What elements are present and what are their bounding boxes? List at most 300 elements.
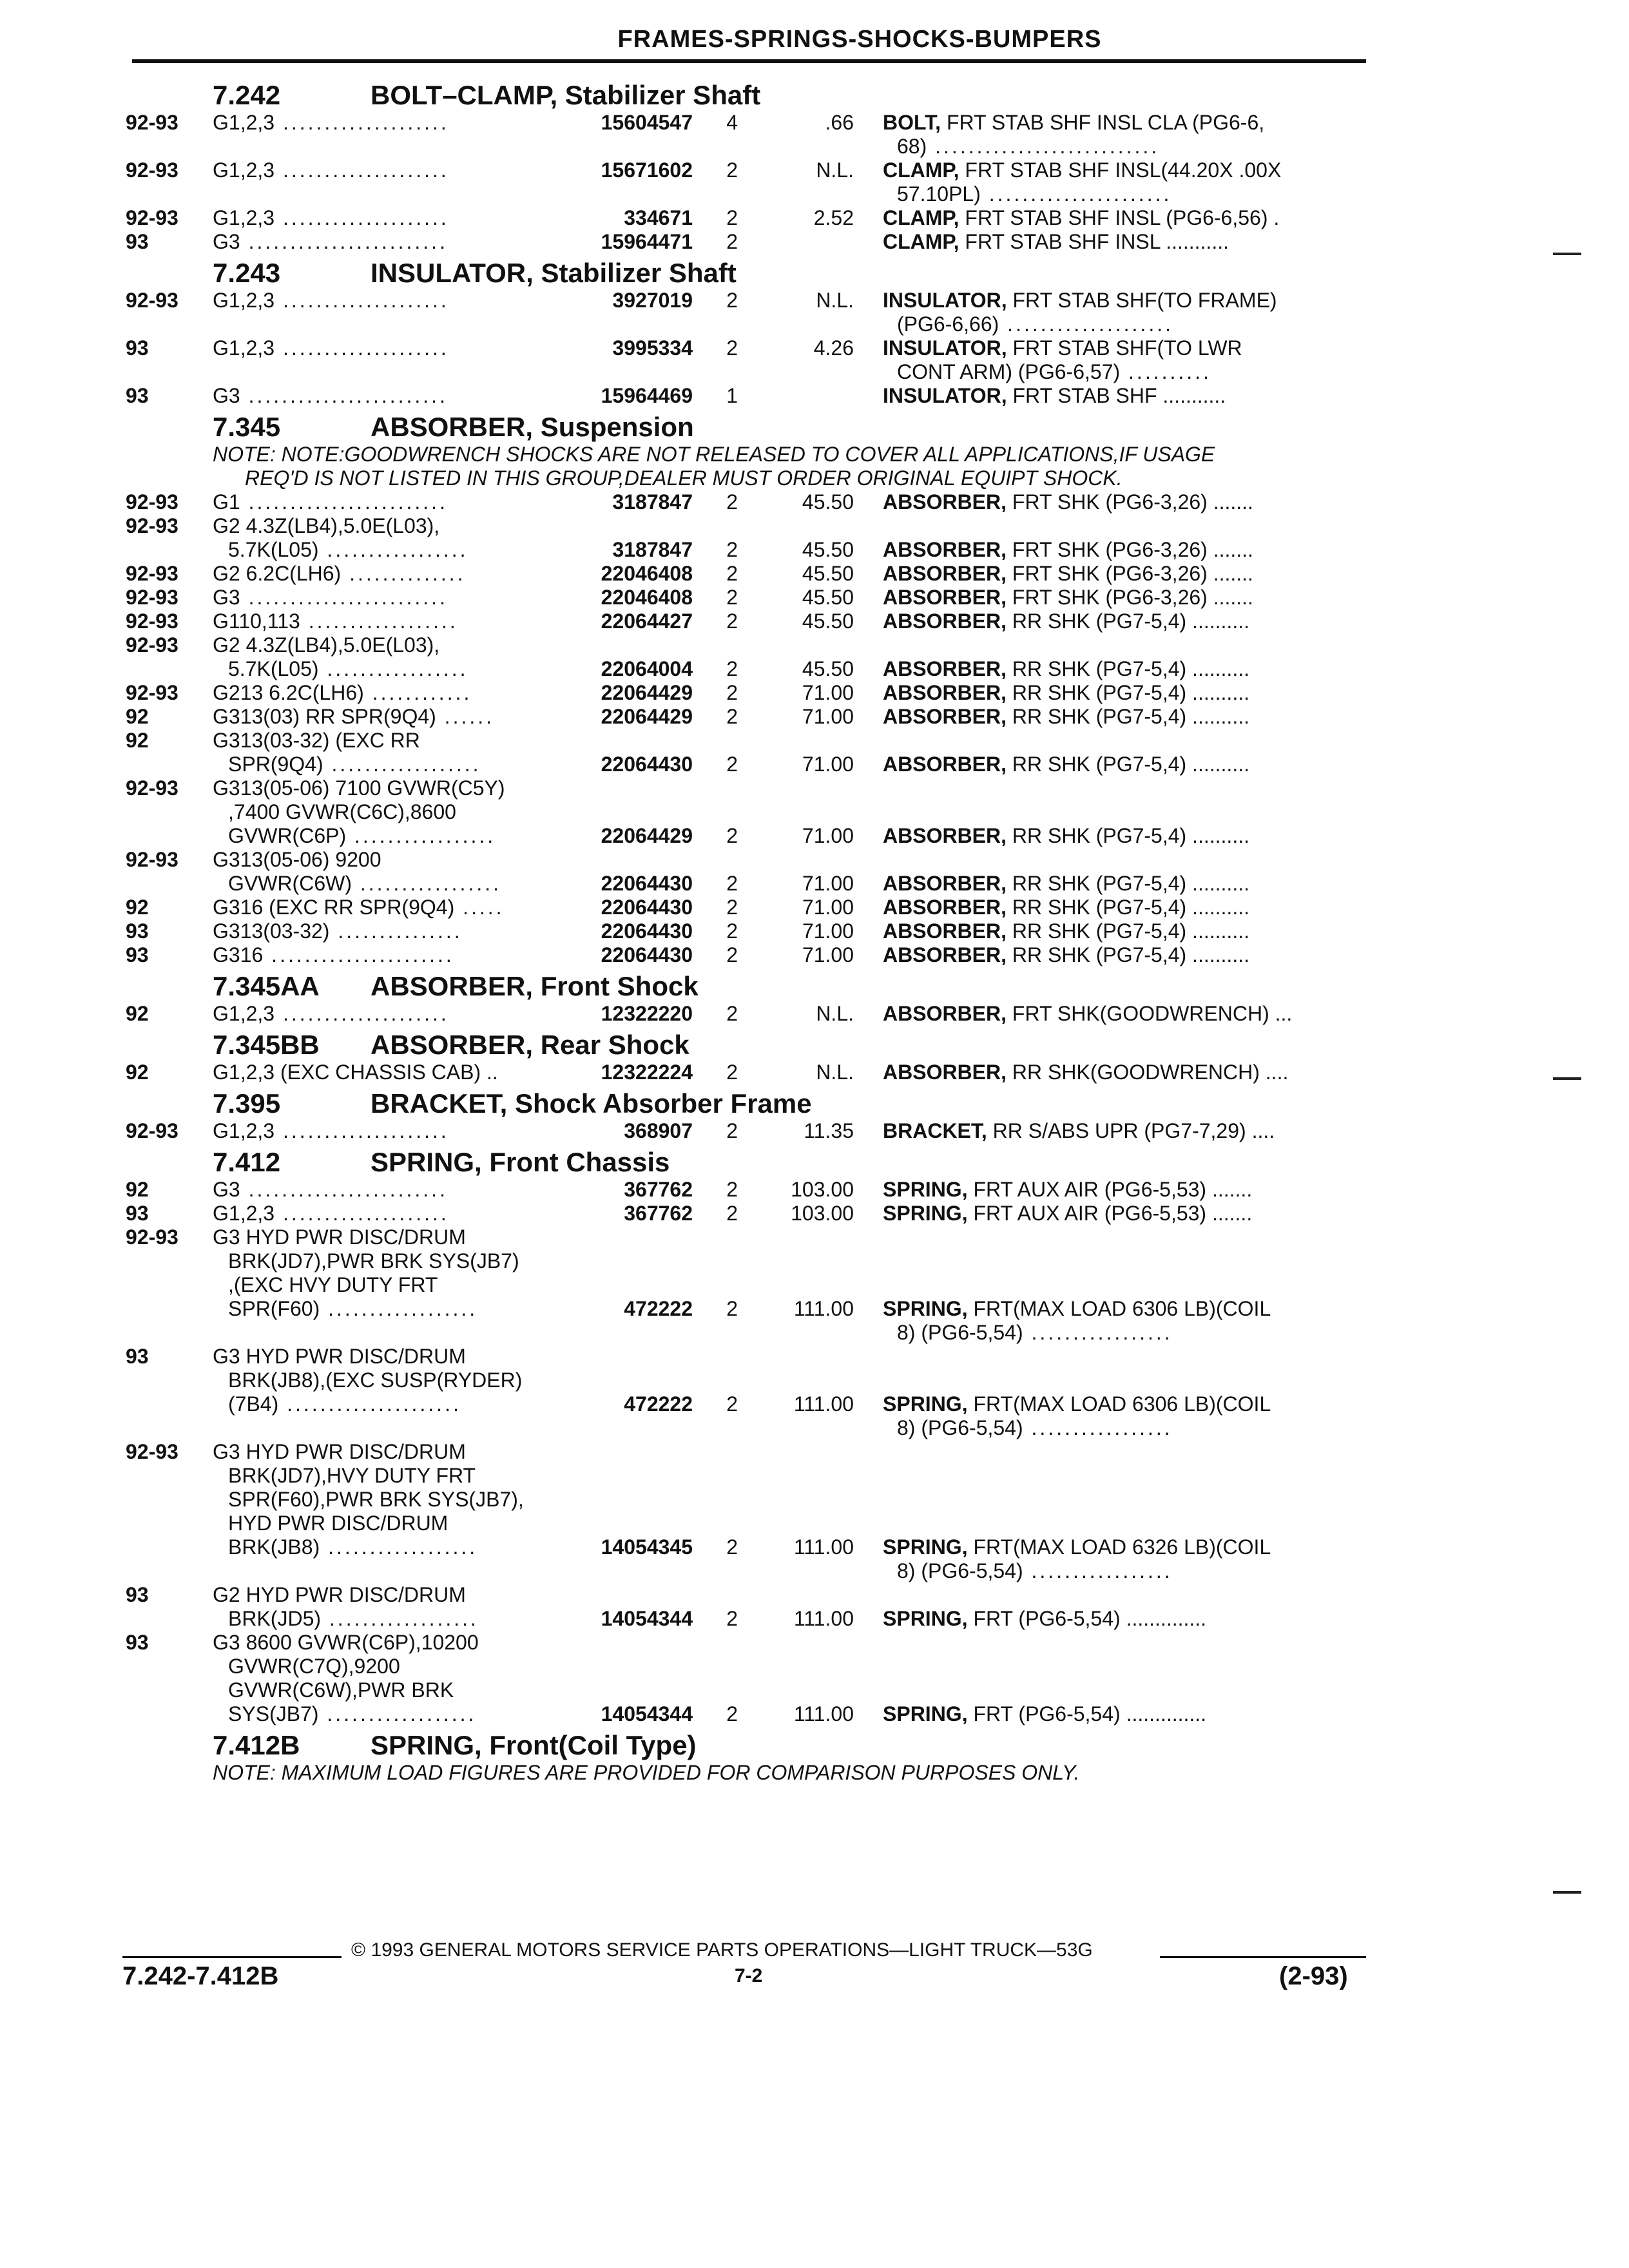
price: 111.00 bbox=[793, 1392, 854, 1416]
description-line bbox=[883, 336, 1360, 360]
description-line bbox=[883, 919, 1360, 943]
description-name: ABSORBER, bbox=[883, 872, 1007, 895]
part-number: 22064430 bbox=[601, 753, 693, 776]
dot-leader: .................... bbox=[275, 289, 449, 312]
section-title: ABSORBER, Rear Shock bbox=[371, 1030, 689, 1060]
model-text: G1,2,3 bbox=[213, 289, 275, 312]
description-line bbox=[883, 1061, 1360, 1084]
part-row bbox=[126, 586, 1369, 610]
description-text: RR S/ABS UPR (PG7-7,29) .... bbox=[992, 1119, 1275, 1142]
description-text: RR SHK (PG7-5,4) .......... bbox=[1012, 919, 1249, 943]
model-application bbox=[213, 562, 593, 586]
part-description bbox=[854, 896, 1360, 919]
part-description bbox=[854, 753, 1360, 776]
model-line bbox=[213, 1119, 593, 1143]
part-row bbox=[126, 896, 1369, 919]
model-line bbox=[213, 289, 593, 312]
margin-mark bbox=[1553, 1077, 1581, 1080]
quantity: 2 bbox=[726, 538, 738, 561]
model-line bbox=[213, 1488, 593, 1512]
model-line bbox=[213, 776, 593, 800]
model-application bbox=[213, 159, 593, 182]
note-line: REQ'D IS NOT LISTED IN THIS GROUP,DEALER MUST ORDER ORIGINAL EQUIPT SHOCK. bbox=[245, 466, 1123, 490]
description-name: ABSORBER, bbox=[883, 586, 1007, 609]
note-line: NOTE: NOTE:GOODWRENCH SHOCKS ARE NOT RELEASED TO COVER ALL APPLICATIONS,IF USAGE bbox=[213, 443, 1215, 466]
model-line bbox=[213, 943, 593, 967]
margin-mark bbox=[1553, 1891, 1581, 1894]
model-application bbox=[213, 848, 593, 896]
model-text: G2 6.2C(LH6) bbox=[213, 562, 342, 585]
description-name: ABSORBER, bbox=[883, 1061, 1007, 1084]
part-description bbox=[854, 705, 1360, 729]
part-number: 14054344 bbox=[601, 1607, 693, 1630]
model-year: 93 bbox=[126, 230, 149, 253]
description-name: CLAMP, bbox=[883, 206, 959, 229]
description-line bbox=[883, 1002, 1360, 1026]
model-year: 92-93 bbox=[126, 490, 178, 514]
quantity: 2 bbox=[726, 943, 738, 966]
quantity: 2 bbox=[726, 872, 738, 895]
model-line bbox=[213, 1369, 593, 1392]
section-number: 7.242 bbox=[213, 80, 281, 110]
model-text: ,(EXC HVY DUTY FRT bbox=[228, 1273, 438, 1296]
dot-leader: .............. bbox=[341, 562, 466, 585]
part-description bbox=[854, 1702, 1360, 1726]
description-name: SPRING, bbox=[883, 1607, 968, 1630]
quantity: 4 bbox=[726, 111, 738, 134]
model-text: G3 8600 GVWR(C6P),10200 bbox=[213, 1631, 479, 1654]
description-name: ABSORBER, bbox=[883, 943, 1007, 966]
model-line bbox=[213, 729, 593, 753]
part-description bbox=[854, 159, 1360, 206]
quantity: 2 bbox=[726, 610, 738, 633]
part-number: 334671 bbox=[624, 206, 693, 229]
model-text: G3 HYD PWR DISC/DRUM bbox=[213, 1225, 466, 1249]
description-text: 57.10PL) bbox=[897, 182, 981, 206]
description-line bbox=[883, 135, 1360, 159]
part-row bbox=[126, 1061, 1369, 1084]
parts-content bbox=[126, 76, 1369, 1785]
part-row bbox=[126, 230, 1369, 254]
description-name: INSULATOR, bbox=[883, 289, 1007, 312]
part-description bbox=[854, 1607, 1360, 1631]
description-line bbox=[883, 1202, 1360, 1225]
dot-leader: ................. bbox=[351, 872, 501, 895]
part-number: 3187847 bbox=[612, 538, 693, 561]
model-year: 92-93 bbox=[126, 1119, 178, 1142]
model-line bbox=[213, 1655, 593, 1678]
part-row bbox=[126, 705, 1369, 729]
description-text: FRT(MAX LOAD 6326 LB)(COIL bbox=[973, 1535, 1271, 1559]
model-text: GVWR(C7Q),9200 bbox=[228, 1655, 400, 1678]
model-line bbox=[213, 1002, 593, 1026]
model-application bbox=[213, 514, 593, 562]
model-line bbox=[213, 586, 593, 610]
price: N.L. bbox=[816, 1002, 854, 1025]
model-text: G3 bbox=[213, 384, 240, 407]
model-year: 92 bbox=[126, 705, 149, 728]
model-year: 92-93 bbox=[126, 681, 178, 704]
dot-leader: ..................... bbox=[278, 1392, 461, 1416]
price: 71.00 bbox=[802, 681, 854, 704]
model-line bbox=[213, 1583, 593, 1607]
quantity: 2 bbox=[726, 705, 738, 728]
description-name: SPRING, bbox=[883, 1702, 968, 1725]
model-year: 92-93 bbox=[126, 159, 178, 182]
quantity: 2 bbox=[726, 159, 738, 182]
model-line bbox=[213, 562, 593, 586]
price: 71.00 bbox=[802, 705, 854, 728]
description-line bbox=[883, 872, 1360, 896]
part-row bbox=[126, 633, 1369, 681]
part-description bbox=[854, 111, 1360, 159]
price: 2.52 bbox=[813, 206, 854, 229]
model-text: G3 bbox=[213, 1178, 240, 1201]
section-number: 7.395 bbox=[213, 1088, 281, 1119]
model-line bbox=[213, 159, 593, 182]
section-number: 7.345 bbox=[213, 412, 281, 442]
part-row bbox=[126, 919, 1369, 943]
description-line bbox=[883, 538, 1360, 562]
quantity: 2 bbox=[726, 1392, 738, 1416]
part-description bbox=[854, 1297, 1360, 1345]
dot-leader: .................... bbox=[275, 159, 449, 182]
model-year: 93 bbox=[126, 1202, 149, 1225]
model-application bbox=[213, 206, 593, 230]
part-row bbox=[126, 206, 1369, 230]
quantity: 2 bbox=[726, 586, 738, 609]
model-year: 93 bbox=[126, 384, 149, 407]
part-number: 15604547 bbox=[601, 111, 693, 134]
model-text: HYD PWR DISC/DRUM bbox=[228, 1512, 448, 1535]
part-description bbox=[854, 610, 1360, 633]
description-name: INSULATOR, bbox=[883, 336, 1007, 360]
description-line bbox=[883, 1297, 1360, 1321]
dot-leader: ...................... bbox=[263, 943, 454, 966]
description-text: RR SHK (PG7-5,4) .......... bbox=[1012, 896, 1249, 919]
model-text: G213 6.2C(LH6) bbox=[213, 681, 364, 704]
model-application bbox=[213, 1345, 593, 1416]
model-text: G313(03) RR SPR(9Q4) bbox=[213, 705, 436, 728]
description-name: ABSORBER, bbox=[883, 681, 1007, 704]
part-row bbox=[126, 776, 1369, 848]
part-row bbox=[126, 943, 1369, 967]
section-note bbox=[126, 1761, 1369, 1785]
description-text: RR SHK (PG7-5,4) .......... bbox=[1012, 610, 1249, 633]
model-text: G313(03-32) bbox=[213, 919, 330, 943]
model-application bbox=[213, 1002, 593, 1026]
model-text: ,7400 GVWR(C6C),8600 bbox=[228, 800, 456, 823]
part-number: 14054344 bbox=[601, 1702, 693, 1725]
description-text: RR SHK (PG7-5,4) .......... bbox=[1012, 943, 1249, 966]
description-line bbox=[883, 182, 1360, 206]
section-title: BOLT–CLAMP, Stabilizer Shaft bbox=[371, 80, 761, 110]
part-row bbox=[126, 1225, 1369, 1345]
part-row bbox=[126, 514, 1369, 562]
model-application bbox=[213, 633, 593, 681]
description-text: RR SHK (PG7-5,4) .......... bbox=[1012, 753, 1249, 776]
description-text: FRT STAB SHF(TO LWR bbox=[1012, 336, 1242, 360]
description-line bbox=[883, 943, 1360, 967]
section-title: INSULATOR, Stabilizer Shaft bbox=[371, 258, 737, 288]
model-year: 92-93 bbox=[126, 111, 178, 134]
footer-copyright: © 1993 GENERAL MOTORS SERVICE PARTS OPERATIONS—LIGHT TRUCK—53G bbox=[351, 1939, 1093, 1961]
quantity: 2 bbox=[726, 230, 738, 253]
section-note bbox=[126, 443, 1369, 490]
model-line bbox=[213, 1440, 593, 1464]
dot-leader: .................... bbox=[275, 206, 449, 229]
description-text: FRT STAB SHF INSL ........... bbox=[965, 230, 1229, 253]
quantity: 2 bbox=[726, 336, 738, 360]
description-text: RR SHK (PG7-5,4) .......... bbox=[1012, 824, 1249, 847]
model-line bbox=[213, 1535, 593, 1559]
model-text: G2 HYD PWR DISC/DRUM bbox=[213, 1583, 466, 1606]
price: 4.26 bbox=[813, 336, 854, 360]
model-application bbox=[213, 776, 593, 848]
quantity: 2 bbox=[726, 896, 738, 919]
model-line bbox=[213, 384, 593, 408]
description-name: ABSORBER, bbox=[883, 896, 1007, 919]
model-line bbox=[213, 490, 593, 514]
part-number: 22064430 bbox=[601, 919, 693, 943]
model-application bbox=[213, 681, 593, 705]
part-number: 22064004 bbox=[601, 657, 693, 680]
description-text: FRT SHK(GOODWRENCH) ... bbox=[1012, 1002, 1293, 1025]
model-year: 92-93 bbox=[126, 1225, 178, 1249]
part-number: 15671602 bbox=[601, 159, 693, 182]
part-row bbox=[126, 848, 1369, 896]
part-description bbox=[854, 1392, 1360, 1440]
description-text: FRT (PG6-5,54) .............. bbox=[973, 1607, 1207, 1630]
quantity: 2 bbox=[726, 681, 738, 704]
description-text: RR SHK (PG7-5,4) .......... bbox=[1012, 705, 1249, 728]
model-line bbox=[213, 610, 593, 633]
model-text: (7B4) bbox=[228, 1392, 279, 1416]
part-row bbox=[126, 289, 1369, 336]
description-text: FRT(MAX LOAD 6306 LB)(COIL bbox=[973, 1297, 1271, 1320]
description-name: SPRING, bbox=[883, 1297, 968, 1320]
model-application bbox=[213, 943, 593, 967]
model-line bbox=[213, 230, 593, 254]
dot-leader: .................... bbox=[275, 111, 449, 134]
model-line bbox=[213, 1631, 593, 1655]
model-line bbox=[213, 1678, 593, 1702]
description-text: RR SHK(GOODWRENCH) .... bbox=[1012, 1061, 1289, 1084]
part-row bbox=[126, 159, 1369, 206]
model-year: 92-93 bbox=[126, 848, 178, 871]
part-description bbox=[854, 1178, 1360, 1202]
model-year: 93 bbox=[126, 919, 149, 943]
description-name: ABSORBER, bbox=[883, 705, 1007, 728]
part-row bbox=[126, 729, 1369, 776]
section-heading bbox=[126, 1030, 1369, 1061]
model-text: G1,2,3 (EXC CHASSIS CAB) .. bbox=[213, 1061, 498, 1084]
dot-leader: ................. bbox=[1023, 1559, 1173, 1582]
description-text: 8) (PG6-5,54) bbox=[897, 1416, 1023, 1439]
part-row bbox=[126, 111, 1369, 159]
section-title: ABSORBER, Suspension bbox=[371, 412, 694, 442]
description-name: ABSORBER, bbox=[883, 657, 1007, 680]
dot-leader: .................. bbox=[321, 1607, 479, 1630]
part-description bbox=[854, 289, 1360, 336]
description-name: CLAMP, bbox=[883, 159, 959, 182]
description-name: CLAMP, bbox=[883, 230, 959, 253]
price: 71.00 bbox=[802, 824, 854, 847]
price: 45.50 bbox=[802, 610, 854, 633]
dot-leader: ............ bbox=[363, 681, 472, 704]
part-number: 368907 bbox=[624, 1119, 693, 1142]
footer-rule-right bbox=[1160, 1956, 1366, 1958]
description-name: ABSORBER, bbox=[883, 538, 1007, 561]
quantity: 2 bbox=[726, 1607, 738, 1630]
part-row bbox=[126, 490, 1369, 514]
section-heading bbox=[126, 80, 1369, 111]
description-name: ABSORBER, bbox=[883, 490, 1007, 514]
model-application bbox=[213, 1583, 593, 1631]
description-text: CONT ARM) (PG6-6,57) bbox=[897, 360, 1121, 383]
description-line bbox=[883, 896, 1360, 919]
dot-leader: ........................ bbox=[240, 586, 448, 609]
part-row bbox=[126, 1002, 1369, 1026]
dot-leader: .................. bbox=[300, 610, 458, 633]
model-line bbox=[213, 336, 593, 360]
quantity: 2 bbox=[726, 1178, 738, 1201]
model-line bbox=[213, 1061, 593, 1084]
model-line bbox=[213, 848, 593, 872]
quantity: 2 bbox=[726, 657, 738, 680]
dot-leader: .................. bbox=[318, 1702, 477, 1725]
model-line bbox=[213, 1178, 593, 1202]
part-row bbox=[126, 610, 1369, 633]
model-text: G3 HYD PWR DISC/DRUM bbox=[213, 1440, 466, 1463]
price: N.L. bbox=[816, 159, 854, 182]
part-number: 22064427 bbox=[601, 610, 693, 633]
description-line bbox=[883, 1178, 1360, 1202]
model-line bbox=[213, 1464, 593, 1488]
quantity: 2 bbox=[726, 1297, 738, 1320]
part-number: 3927019 bbox=[612, 289, 693, 312]
part-number: 22064429 bbox=[601, 681, 693, 704]
part-number: 22046408 bbox=[601, 562, 693, 585]
description-name: BRACKET, bbox=[883, 1119, 987, 1142]
dot-leader: .................. bbox=[323, 753, 481, 776]
description-line bbox=[883, 1392, 1360, 1416]
part-row bbox=[126, 1631, 1369, 1726]
model-text: 5.7K(L05) bbox=[228, 538, 319, 561]
model-line bbox=[213, 633, 593, 657]
model-line bbox=[213, 1225, 593, 1249]
section-number: 7.412B bbox=[213, 1730, 300, 1760]
model-year: 93 bbox=[126, 1583, 149, 1606]
part-description bbox=[854, 206, 1360, 230]
model-line bbox=[213, 206, 593, 230]
part-description bbox=[854, 943, 1360, 967]
model-line bbox=[213, 1392, 593, 1416]
part-row bbox=[126, 384, 1369, 408]
dot-leader: ................. bbox=[1023, 1321, 1173, 1344]
part-number: 22064429 bbox=[601, 824, 693, 847]
part-number: 12322220 bbox=[601, 1002, 693, 1025]
description-line bbox=[883, 312, 1360, 336]
quantity: 2 bbox=[726, 490, 738, 514]
part-number: 15964469 bbox=[601, 384, 693, 407]
description-text: FRT AUX AIR (PG6-5,53) ....... bbox=[973, 1178, 1253, 1201]
section-title: BRACKET, Shock Absorber Frame bbox=[371, 1088, 812, 1119]
description-text: FRT SHK (PG6-3,26) ....... bbox=[1012, 490, 1253, 514]
price: 45.50 bbox=[802, 490, 854, 514]
description-line bbox=[883, 1321, 1360, 1345]
part-description bbox=[854, 1202, 1360, 1225]
description-line bbox=[883, 753, 1360, 776]
description-name: ABSORBER, bbox=[883, 753, 1007, 776]
part-number: 22064429 bbox=[601, 705, 693, 728]
part-number: 12322224 bbox=[601, 1061, 693, 1084]
section-heading bbox=[126, 412, 1369, 443]
model-application bbox=[213, 490, 593, 514]
model-text: SPR(F60),PWR BRK SYS(JB7), bbox=[228, 1488, 524, 1511]
model-year: 92-93 bbox=[126, 633, 178, 657]
section-title: ABSORBER, Front Shock bbox=[371, 971, 699, 1001]
model-application bbox=[213, 1631, 593, 1726]
section-heading bbox=[126, 971, 1369, 1002]
dot-leader: ...................... bbox=[980, 182, 1172, 206]
model-text: G1,2,3 bbox=[213, 1002, 275, 1025]
part-number: 472222 bbox=[624, 1392, 693, 1416]
description-text: RR SHK (PG7-5,4) .......... bbox=[1012, 872, 1249, 895]
model-application bbox=[213, 1202, 593, 1225]
part-description bbox=[854, 1535, 1360, 1583]
page-header-title: FRAMES-SPRINGS-SHOCKS-BUMPERS bbox=[617, 26, 1102, 53]
model-year: 92-93 bbox=[126, 289, 178, 312]
part-row bbox=[126, 1440, 1369, 1583]
description-line bbox=[883, 562, 1360, 586]
part-row bbox=[126, 1202, 1369, 1225]
quantity: 2 bbox=[726, 753, 738, 776]
model-text: BRK(JD7),PWR BRK SYS(JB7) bbox=[228, 1249, 519, 1273]
description-line bbox=[883, 586, 1360, 610]
model-application bbox=[213, 586, 593, 610]
quantity: 2 bbox=[726, 1002, 738, 1025]
model-text: G3 bbox=[213, 230, 240, 253]
part-row bbox=[126, 1178, 1369, 1202]
quantity: 2 bbox=[726, 206, 738, 229]
model-line bbox=[213, 800, 593, 824]
price: 45.50 bbox=[802, 538, 854, 561]
model-text: G2 4.3Z(LB4),5.0E(L03), bbox=[213, 633, 440, 657]
model-text: SPR(9Q4) bbox=[228, 753, 323, 776]
description-name: INSULATOR, bbox=[883, 384, 1007, 407]
description-text: FRT SHK (PG6-3,26) ....... bbox=[1012, 586, 1253, 609]
model-line bbox=[213, 1345, 593, 1369]
part-number: 367762 bbox=[624, 1202, 693, 1225]
model-line bbox=[213, 705, 593, 729]
model-line bbox=[213, 111, 593, 135]
model-line bbox=[213, 1702, 593, 1726]
model-year: 92 bbox=[126, 729, 149, 752]
part-description bbox=[854, 657, 1360, 681]
model-application bbox=[213, 729, 593, 776]
description-text: FRT (PG6-5,54) .............. bbox=[973, 1702, 1207, 1725]
description-text: FRT SHK (PG6-3,26) ....... bbox=[1012, 562, 1253, 585]
quantity: 2 bbox=[726, 562, 738, 585]
model-line bbox=[213, 1249, 593, 1273]
part-number: 22064430 bbox=[601, 872, 693, 895]
model-text: G1 bbox=[213, 490, 240, 514]
price: 71.00 bbox=[802, 943, 854, 966]
model-application bbox=[213, 111, 593, 135]
part-row bbox=[126, 681, 1369, 705]
model-line bbox=[213, 538, 593, 562]
